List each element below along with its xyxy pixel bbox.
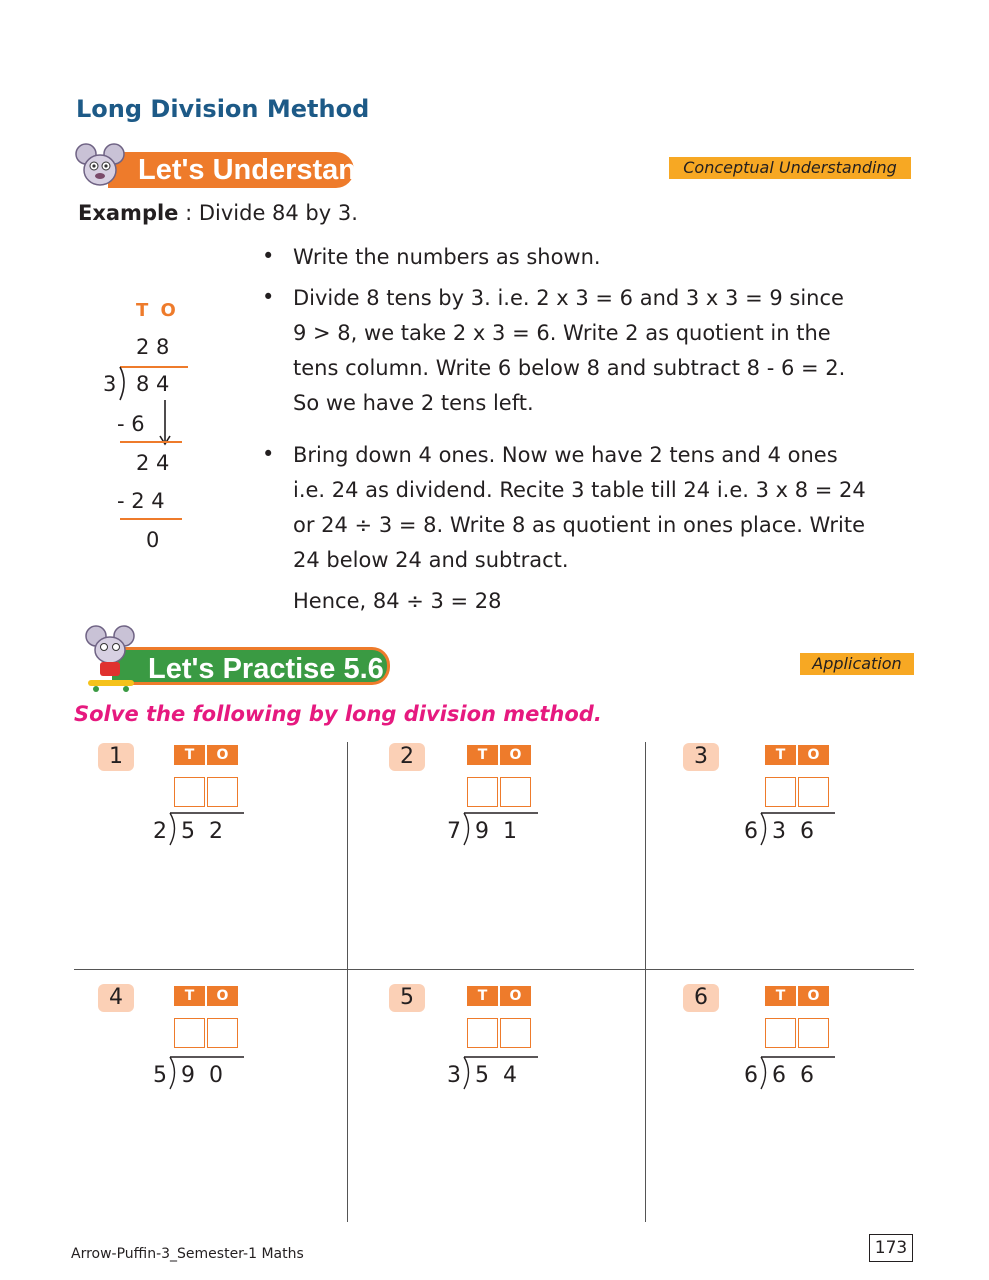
example-label: Example <box>78 201 179 225</box>
divisor: 5 <box>153 1063 167 1088</box>
ones-header: O <box>500 986 531 1006</box>
worked-rule-1 <box>120 441 182 443</box>
tens-answer-box[interactable] <box>467 1018 498 1048</box>
worked-dividend: 8 4 <box>136 372 170 396</box>
dividend: 5 4 <box>475 1063 517 1088</box>
dividend: 6 6 <box>772 1063 814 1088</box>
tens-answer-box[interactable] <box>174 777 205 807</box>
bullet-2-line: 9 > 8, we take 2 x 3 = 6. Write 2 as quotient in the <box>293 321 831 345</box>
tens-header: T <box>765 986 796 1006</box>
worked-rem1: 2 4 <box>136 451 170 475</box>
ones-header: O <box>207 986 238 1006</box>
dividend: 9 1 <box>475 819 517 844</box>
ones-answer-box[interactable] <box>207 777 238 807</box>
grid-divider-vertical <box>645 742 646 1222</box>
tens-answer-box[interactable] <box>174 1018 205 1048</box>
question-number: 6 <box>683 984 719 1012</box>
tens-header: T <box>765 745 796 765</box>
bullet-3-line: i.e. 24 as dividend. Recite 3 table till 24 i.e. 3 x 8 = 24 <box>293 478 866 502</box>
tens-answer-box[interactable] <box>765 1018 796 1048</box>
conceptual-understanding-tag: Conceptual Understanding <box>669 157 911 179</box>
example-line <box>78 201 358 225</box>
tens-header: T <box>467 745 498 765</box>
worked-step2: - 2 4 <box>117 489 165 513</box>
bullet-1-line: Write the numbers as shown. <box>293 245 601 269</box>
bullet-2-line: So we have 2 tens left. <box>293 391 534 415</box>
lets-practise-banner: Let's Practise 5.6 <box>112 647 390 685</box>
bullet-2-line: Divide 8 tens by 3. i.e. 2 x 3 = 6 and 3 x 3 = 9 since <box>293 286 844 310</box>
divisor: 2 <box>153 819 167 844</box>
grid-divider-horizontal <box>74 969 914 970</box>
ones-answer-box[interactable] <box>798 1018 829 1048</box>
ones-header: O <box>798 745 829 765</box>
grid-divider-vertical <box>347 742 348 1222</box>
hence-line: Hence, 84 ÷ 3 = 28 <box>293 589 502 613</box>
dividend: 3 6 <box>772 819 814 844</box>
question-number: 4 <box>98 984 134 1012</box>
bullet-dot: • <box>262 244 275 268</box>
divisor: 3 <box>447 1063 461 1088</box>
worked-step1: - 6 <box>117 412 145 436</box>
mouse-mascot-icon <box>74 140 126 192</box>
question-number: 1 <box>98 743 134 771</box>
ones-header: O <box>500 745 531 765</box>
tens-header: T <box>174 745 205 765</box>
dividend: 5 2 <box>181 819 223 844</box>
page-number: 173 <box>869 1234 913 1262</box>
divisor: 6 <box>744 819 758 844</box>
question-number: 5 <box>389 984 425 1012</box>
tens-header: T <box>174 986 205 1006</box>
bullet-dot: • <box>262 442 275 466</box>
worked-to-header: T O <box>136 300 179 321</box>
lets-understand-banner: Let's Understand <box>108 152 354 188</box>
bullet-3-line: Bring down 4 ones. Now we have 2 tens and 4 ones <box>293 443 838 467</box>
bullet-3 <box>293 438 913 578</box>
ones-answer-box[interactable] <box>798 777 829 807</box>
ones-header: O <box>207 745 238 765</box>
worked-divisor: 3 <box>103 372 117 396</box>
bullet-2-line: tens column. Write 6 below 8 and subtract 8 - 6 = 2. <box>293 356 846 380</box>
application-tag: Application <box>800 653 914 675</box>
instruction-text: Solve the following by long division method. <box>74 702 602 726</box>
bullet-dot: • <box>262 285 275 309</box>
ones-answer-box[interactable] <box>207 1018 238 1048</box>
ones-answer-box[interactable] <box>500 1018 531 1048</box>
tens-answer-box[interactable] <box>467 777 498 807</box>
question-number: 3 <box>683 743 719 771</box>
ones-header: O <box>798 986 829 1006</box>
worked-rem2: 0 <box>146 528 160 552</box>
question-number: 2 <box>389 743 425 771</box>
bullet-3-line: 24 below 24 and subtract. <box>293 548 569 572</box>
bullet-1 <box>293 240 601 275</box>
bullet-2 <box>293 281 913 421</box>
bullet-3-line: or 24 ÷ 3 = 8. Write 8 as quotient in ones place. Write <box>293 513 865 537</box>
footer-text: Arrow-Puffin-3_Semester-1 Maths <box>71 1246 304 1262</box>
divisor: 6 <box>744 1063 758 1088</box>
skateboard-mouse-icon <box>82 622 140 692</box>
section-title: Long Division Method <box>76 95 370 123</box>
bring-down-arrow-icon <box>158 400 172 446</box>
example-text: : Divide 84 by 3. <box>178 201 358 225</box>
tens-answer-box[interactable] <box>765 777 796 807</box>
ones-answer-box[interactable] <box>500 777 531 807</box>
tens-header: T <box>467 986 498 1006</box>
worked-rule-2 <box>120 518 182 520</box>
divisor: 7 <box>447 819 461 844</box>
worked-quotient: 2 8 <box>136 335 170 359</box>
dividend: 9 0 <box>181 1063 223 1088</box>
